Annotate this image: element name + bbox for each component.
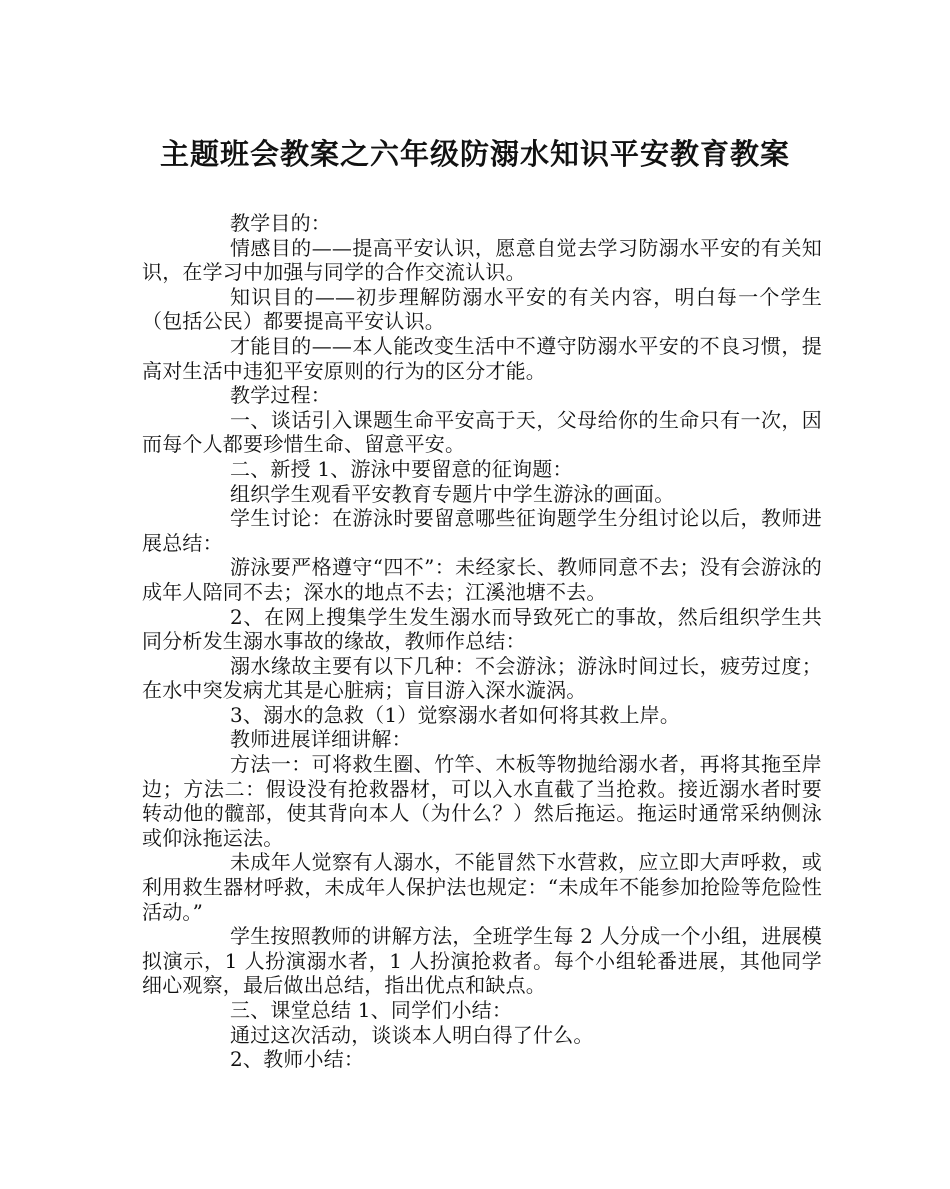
paragraph-knowledge-goal: 知识目的——初步理解防溺水平安的有关内容，明白每一个学生（包括公民）都要提高平安认识。 xyxy=(142,284,822,334)
paragraph-teaching-process-heading: 教学过程： xyxy=(230,383,331,408)
paragraph-emotional-goal: 情感目的——提高平安认识，愿意自觉去学习防溺水平安的有关知识，在学习中加强与同学的合作交流认识。 xyxy=(142,235,822,285)
document-body xyxy=(142,211,822,1072)
paragraph-teacher-explains: 教师进展详细讲解： xyxy=(230,727,412,752)
paragraph-minors-rule: 未成年人觉察有人溺水，不能冒然下水营救，应立即大声呼救，或利用救生器材呼救，未成年人保护法也规定：“未成年不能参加抢险等危险性活动。” xyxy=(142,850,822,924)
paragraph-class-summary: 三、课堂总结 1、同学们小结： xyxy=(230,998,513,1022)
paragraph-teacher-summary: 2、教师小结： xyxy=(230,1047,365,1072)
paragraph-drowning-causes: 溺水缘故主要有以下几种：不会游泳；游泳时间过长，疲劳过度；在水中突发病尤其是心脏病；盲目游入深水漩涡。 xyxy=(142,653,822,703)
paragraph-teaching-goals-heading: 教学目的： xyxy=(230,211,331,235)
paragraph-student-discussion: 学生讨论：在游泳时要留意哪些征询题学生分组讨论以后，教师进展总结： xyxy=(142,506,822,555)
paragraph-ability-goal: 才能目的——本人能改变生活中不遵守防溺水平安的不良习惯，提高对生活中违犯平安原则的行为的区分才能。 xyxy=(142,333,822,383)
paragraph-rescue-methods: 方法一：可将救生圈、竹竿、木板等物抛给溺水者，再将其拖至岸边；方法二：假设没有抢救器材，可以入水直截了当抢救。接近溺水者时要转动他的髋部，使其背向本人（为什么？）然后拖运。拖运时通常采纳侧泳或仰泳拖运法。 xyxy=(142,752,822,850)
paragraph-what-learned: 通过这次活动，谈谈本人明白得了什么。 xyxy=(230,1022,594,1047)
paragraph-watch-video: 组织学生观看平安教育专题片中学生游泳的画面。 xyxy=(230,481,675,506)
paragraph-accident-analysis: 2、在网上搜集学生发生溺水而导致死亡的事故，然后组织学生共同分析发生溺水事故的缘故，教师作总结： xyxy=(142,604,822,654)
document-title: 主题班会教案之六年级防溺水知识平安教育教案 xyxy=(159,137,790,171)
paragraph-first-aid: 3、溺水的急救（1）觉察溺水者如何将其救上岸。 xyxy=(230,702,681,727)
paragraph-four-rules: 游泳要严格遵守“四不”：未经家长、教师同意不去；没有会游泳的成年人陪同不去；深水的地点不去；江溪池塘不去。 xyxy=(142,555,822,604)
paragraph-new-lesson: 二、新授 1、游泳中要留意的征询题： xyxy=(230,456,573,481)
paragraph-simulation: 学生按照教师的讲解方法，全班学生每 2 人分成一个小组，进展模拟演示，1 人扮演溺水者，1 人扮演抢救者。每个小组轮番进展，其他同学细心观察，最后做出总结，指出优点和缺点。 xyxy=(142,924,822,998)
paragraph-introduction: 一、谈话引入课题生命平安高于天，父母给你的生命只有一次，因而每个人都要珍惜生命、留意平安。 xyxy=(142,407,822,457)
